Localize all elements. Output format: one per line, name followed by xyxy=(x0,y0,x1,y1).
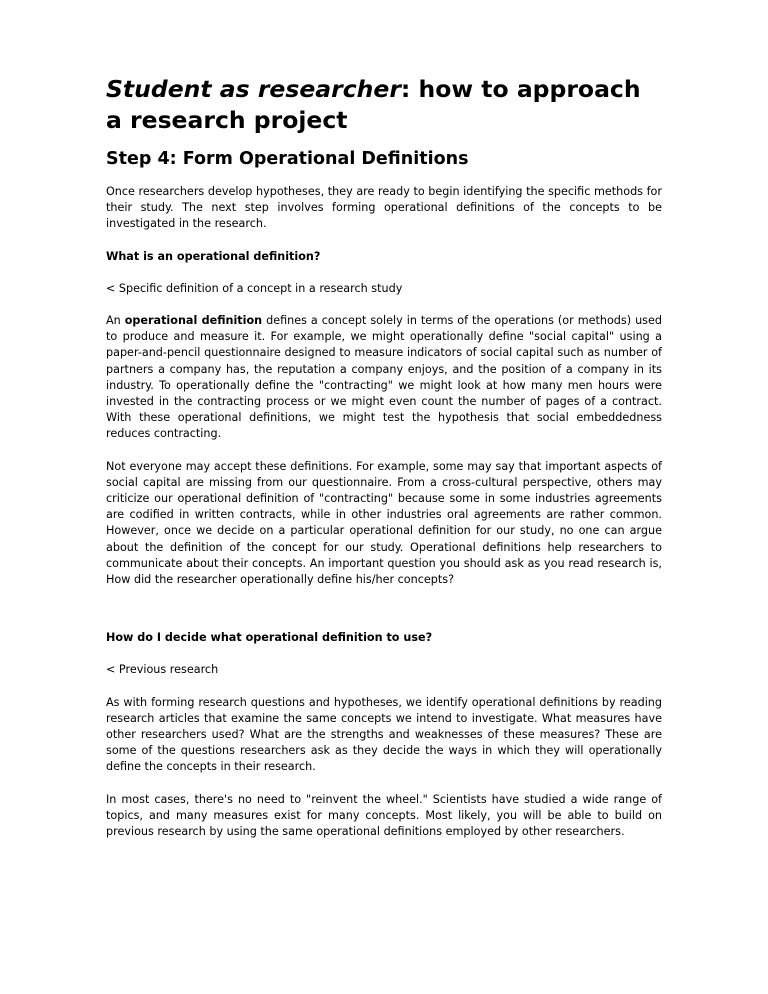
para1-rest: defines a concept solely in terms of the operations (or methods) used to produce and measure it. For example, we might operationally define "social capital" using a paper-and-pencil questionnaire designed to measure indicators of social capital such as number of partners a company has, the reputation a company enjoys, and the position of a company in its industry. To operationally define the "contracting" we might look at how many men hours were invested in the contracting process or we might even count the number of pages of a contract. With these operational definitions, we might test the hypothesis that social embeddedness reduces contracting. xyxy=(106,314,662,441)
document-page xyxy=(106,74,662,856)
section1-paragraph-2: Not everyone may accept these definitions. For example, some may say that important aspects of social capital are missing from our questionnaire. From a cross-cultural perspective, others may criticize our operational definition of "contracting" because some in some industries agreements are codified in written contracts, while in other industries oral agreements are rather common. However, once we decide on a particular operational definition for our study, no one can argue about the definition of the concept for our study. Operational definitions help researchers to communicate about their concepts. An important question you should ask as you read research is, How did the researcher operationally define his/her concepts? xyxy=(106,459,662,587)
intro-paragraph: Once researchers develop hypotheses, they are ready to begin identifying the specific methods for their study. The next step involves forming operational definitions of the concepts to be investigated in the research. xyxy=(106,185,662,231)
section1-bullet: < Specific definition of a concept in a research study xyxy=(106,281,403,295)
title-rest: : how to approach a research project xyxy=(106,75,641,134)
operational-definition-term: operational definition xyxy=(124,314,263,328)
para1-prefix: An xyxy=(106,314,125,328)
section2-question: How do I decide what operational definition to use? xyxy=(106,631,433,645)
section1-question: What is an operational definition? xyxy=(106,249,321,263)
spacer xyxy=(106,604,662,630)
section2-paragraph-2: In most cases, there's no need to "reinvent the wheel." Scientists have studied a wide range of topics, and many measures exist for many concepts. Most likely, you will be able to build on previous research by using the same operational definitions employed by other researchers. xyxy=(106,792,662,839)
section2-bullet: < Previous research xyxy=(106,663,219,677)
section2-paragraph-1: As with forming research questions and hypotheses, we identify operational definitions by reading research articles that examine the same concepts we intend to investigate. What measures have other researchers used? What are the strengths and weaknesses of these measures? These are some of the questions researchers ask as they decide the ways in which they will operationally define the concepts in their research. xyxy=(106,695,662,774)
document-title xyxy=(106,74,662,136)
title-italic: Student as researcher xyxy=(106,75,401,103)
step-heading: Step 4: Form Operational Definitions xyxy=(106,149,469,169)
section1-paragraph-1 xyxy=(106,313,662,443)
